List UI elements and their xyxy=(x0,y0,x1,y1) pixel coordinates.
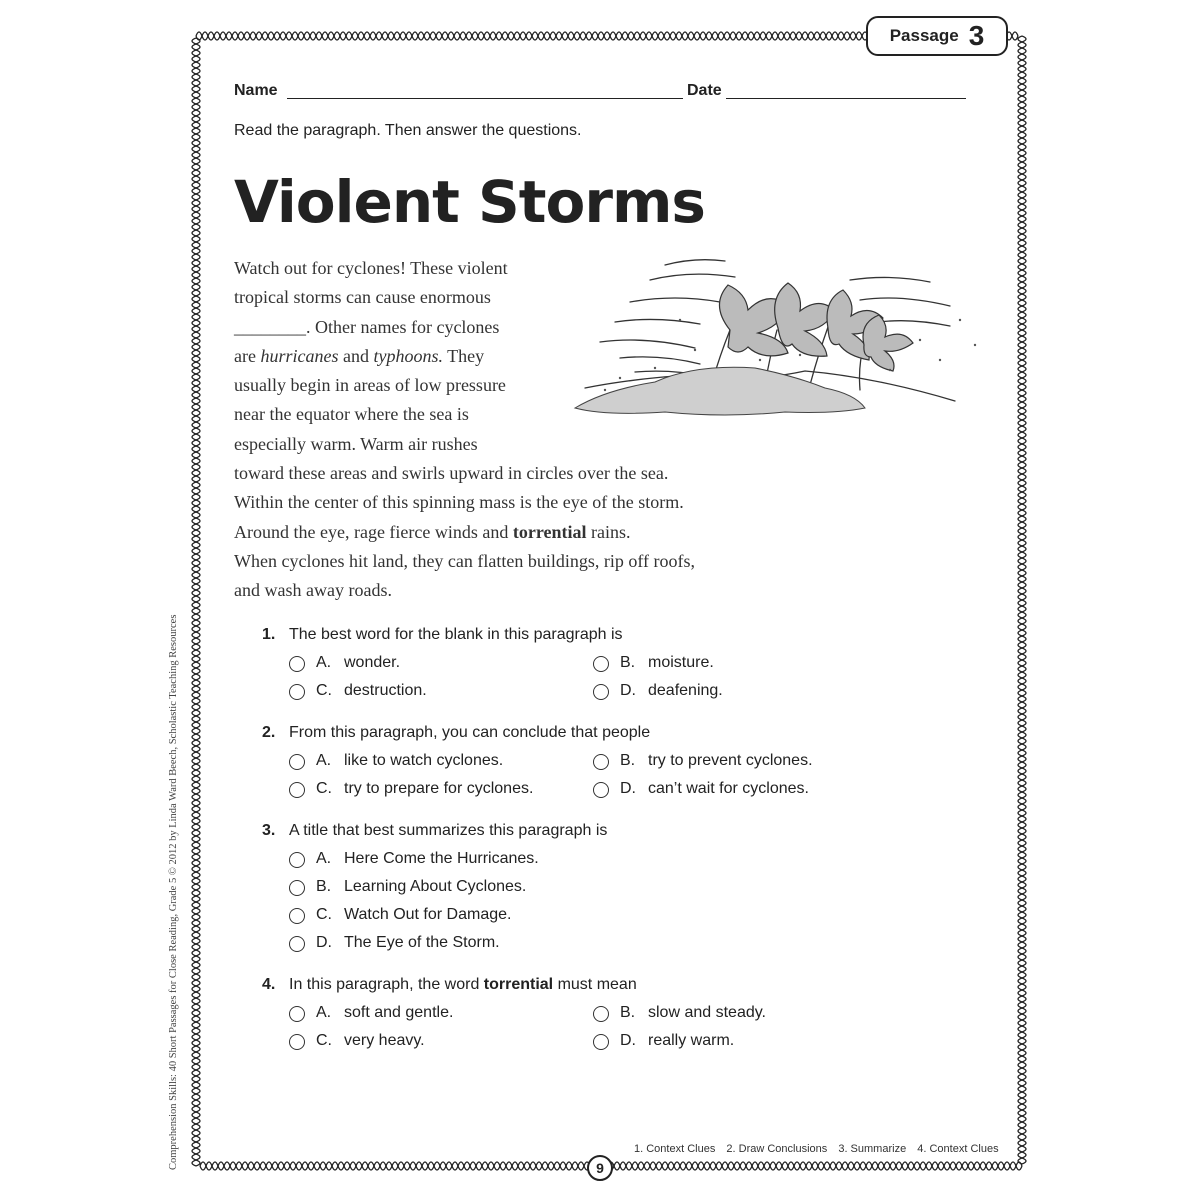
answer-bubble[interactable] xyxy=(289,684,305,700)
skill-label: 2. Draw Conclusions xyxy=(726,1143,828,1155)
answer-bubble[interactable] xyxy=(289,908,305,924)
bold-torrential: torrential xyxy=(483,976,554,993)
story-line: Watch out for cyclones! These violent xyxy=(234,258,508,278)
date-label: Date xyxy=(687,82,722,99)
answer-bubble[interactable] xyxy=(593,1006,609,1022)
name-date-row xyxy=(234,82,968,104)
skill-label: 3. Summarize xyxy=(838,1143,907,1155)
question-text: From this paragraph, you can conclude that people xyxy=(289,724,651,741)
story-line: especially warm. Warm air rushes xyxy=(234,433,478,454)
wind-streak xyxy=(650,274,735,280)
answer-bubble[interactable] xyxy=(289,936,305,952)
wind-streak xyxy=(860,298,950,306)
instructions: Read the paragraph. Then answer the questions. xyxy=(234,122,582,139)
answer-bubble[interactable] xyxy=(593,684,609,700)
palm-leaves xyxy=(863,315,913,371)
answer-bubble[interactable] xyxy=(289,880,305,896)
question-number: 2. xyxy=(262,724,276,741)
question-text: A title that best summarizes this paragraph is xyxy=(289,822,608,839)
name-blank-line[interactable] xyxy=(287,98,683,99)
passage-number: 3 xyxy=(968,20,985,51)
page-number: 9 xyxy=(587,1155,613,1181)
wind-streak xyxy=(600,340,695,348)
story-line: and wash away roads. xyxy=(234,580,392,601)
answer-bubble[interactable] xyxy=(289,782,305,798)
story-line: Around the eye, rage fierce winds and torrential rains. xyxy=(234,521,631,542)
story-line: are hurricanes and typhoons. They xyxy=(234,345,485,366)
wind-streak xyxy=(630,298,720,302)
skill-label: 4. Context Clues xyxy=(917,1143,999,1155)
answer-bubble[interactable] xyxy=(593,656,609,672)
answer-bubble[interactable] xyxy=(289,754,305,770)
copyright-credit: Comprehension Skills: 40 Short Passages for Close Reading, Grade 5 © 2012 by Linda Ward Beech, Scholastic Teaching Resources xyxy=(168,614,179,1170)
answer-bubble[interactable] xyxy=(289,1006,305,1022)
skill-label: 1. Context Clues xyxy=(634,1143,716,1155)
name-label: Name xyxy=(234,82,278,99)
answer-bubble[interactable] xyxy=(593,782,609,798)
question-text: The best word for the blank in this paragraph is xyxy=(289,626,623,643)
question-number: 3. xyxy=(262,822,276,839)
story-line: near the equator where the sea is xyxy=(234,404,469,425)
story-line: Within the center of this spinning mass is the eye of the storm. xyxy=(234,492,684,513)
italic-typhoons: typhoons. xyxy=(373,345,443,366)
answer-bubble[interactable] xyxy=(289,656,305,672)
story-line: toward these areas and swirls upward in circles over the sea. xyxy=(234,463,669,484)
bold-torrential: torrential xyxy=(512,521,587,542)
page-title: Violent Storms xyxy=(234,168,705,236)
passage-tab xyxy=(866,16,1008,56)
italic-hurricanes: hurricanes xyxy=(260,345,339,366)
wind-streak xyxy=(665,260,725,265)
story-line: ________. Other names for cyclones xyxy=(234,316,500,337)
answer-bubble[interactable] xyxy=(289,852,305,868)
story-line: usually begin in areas of low pressure xyxy=(234,375,506,396)
answer-bubble[interactable] xyxy=(289,1034,305,1050)
answer-bubble[interactable] xyxy=(593,1034,609,1050)
wind-streak xyxy=(850,277,930,282)
wind-streak xyxy=(615,319,700,324)
wind-streak xyxy=(880,321,950,326)
question-number: 4. xyxy=(262,976,276,993)
story-blank: ________ xyxy=(234,316,306,337)
date-blank-line[interactable] xyxy=(726,98,966,99)
passage-label: Passage xyxy=(889,26,959,45)
story-line: When cyclones hit land, they can flatten buildings, rip off roofs, xyxy=(234,550,696,571)
sand-mound xyxy=(575,367,865,415)
wind-streak xyxy=(620,357,700,364)
skills-footer xyxy=(634,1143,999,1155)
answer-bubble[interactable] xyxy=(593,754,609,770)
storm-illustration xyxy=(560,250,1000,440)
question-text: In this paragraph, the word torrential must mean xyxy=(289,976,637,993)
question-number: 1. xyxy=(262,626,276,643)
story-line: tropical storms can cause enormous xyxy=(234,287,491,308)
